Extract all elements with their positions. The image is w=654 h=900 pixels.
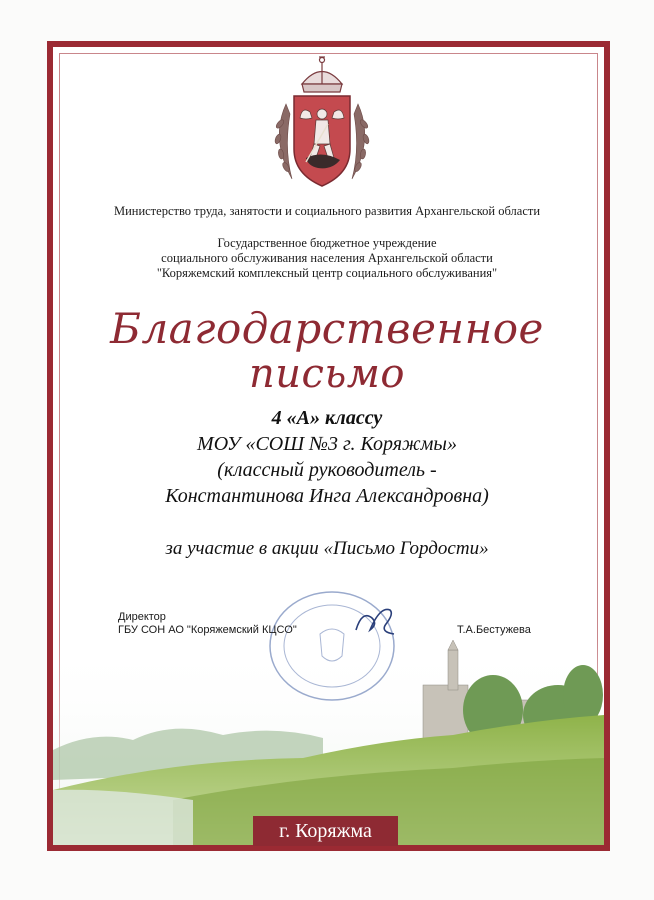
reason-text: за участие в акции «Письмо Гордости» — [165, 538, 489, 559]
signer-name: Т.А.Бестужева — [457, 624, 531, 636]
ministry-name: Министерство труда, занятости и социального развития Архангельской области — [113, 204, 541, 218]
coat-of-arms-icon — [262, 54, 382, 199]
institution-line-3: "Коряжемский комплексный центр социального обслуживания" — [156, 266, 498, 280]
signature-icon — [350, 600, 400, 640]
title-line-1: Благодарственное — [110, 304, 544, 353]
signer-position — [118, 611, 297, 637]
signer-position-line-1: Директор — [118, 611, 166, 623]
institution-line-2: социального обслуживания населения Архангельской области — [161, 251, 493, 265]
recipient-school: МОУ «СОШ №3 г. Коряжмы» — [197, 433, 457, 455]
signer-position-line-2: ГБУ СОН АО "Коряжемский КЦСО" — [118, 624, 297, 636]
city-plate: г. Коряжма — [253, 816, 398, 846]
recipient-class: 4 «А» классу — [271, 407, 383, 429]
recipient-teacher-name: Константинова Инга Александровна) — [165, 485, 489, 507]
title-line-2: письмо — [249, 351, 405, 397]
recipient-teacher-label: (классный руководитель - — [217, 459, 437, 481]
institution-line-1: Государственное бюджетное учреждение — [217, 236, 437, 250]
